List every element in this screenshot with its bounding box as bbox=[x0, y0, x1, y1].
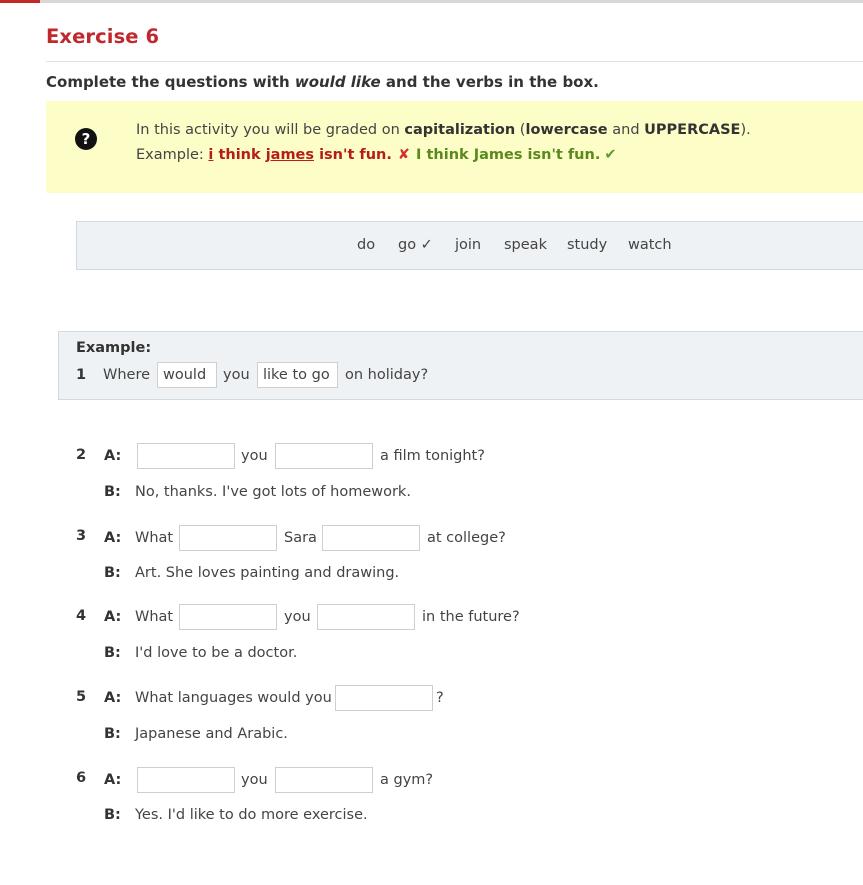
speaker-b-label: B: bbox=[104, 645, 121, 661]
notice-bold: capitalization bbox=[404, 122, 516, 138]
word-box-item: watch bbox=[628, 237, 672, 253]
speaker-a-label: A: bbox=[104, 609, 122, 625]
check-icon: ✔ bbox=[604, 147, 617, 163]
question-number: 4 bbox=[76, 608, 87, 624]
question-number: 2 bbox=[76, 447, 87, 463]
answer-input[interactable] bbox=[317, 604, 415, 630]
speaker-b-label: B: bbox=[104, 726, 121, 742]
question-text: on holiday? bbox=[345, 367, 429, 383]
question-number: 5 bbox=[76, 689, 87, 705]
speaker-a-label: A: bbox=[104, 772, 122, 788]
question-text: in the future? bbox=[422, 609, 520, 625]
word-box-item: study bbox=[567, 237, 608, 253]
title-divider bbox=[46, 61, 863, 62]
speaker-b-label: B: bbox=[104, 484, 121, 500]
answer-input[interactable] bbox=[335, 685, 433, 711]
instruction-prefix: Complete the questions with bbox=[46, 73, 295, 91]
speaker-b-label: B: bbox=[104, 565, 121, 581]
question-text: Where bbox=[103, 367, 151, 383]
question-text: at college? bbox=[427, 530, 506, 546]
question-text: you bbox=[241, 772, 268, 788]
speaker-a-label: A: bbox=[104, 448, 122, 464]
top-border bbox=[0, 0, 863, 3]
answer-text: Art. She loves painting and drawing. bbox=[135, 565, 400, 581]
notice-bold: lowercase bbox=[525, 122, 608, 138]
wrong-example-part: think bbox=[213, 147, 266, 163]
question-circle-icon[interactable]: ? bbox=[75, 128, 97, 150]
question-number: 6 bbox=[76, 770, 87, 786]
wrong-example-part: james bbox=[265, 147, 315, 163]
instruction-italic: would like bbox=[294, 73, 381, 91]
word-box bbox=[76, 221, 863, 270]
example-label: Example: bbox=[76, 340, 152, 356]
question-text: ? bbox=[436, 690, 444, 706]
exercise-title: Exercise 6 bbox=[46, 25, 160, 48]
answer-input[interactable] bbox=[322, 525, 420, 551]
question-text: you bbox=[241, 448, 268, 464]
word-box-item: go ✓ bbox=[398, 237, 433, 253]
answer-text: Yes. I'd like to do more exercise. bbox=[135, 807, 368, 823]
answer-text: I'd love to be a doctor. bbox=[135, 645, 298, 661]
speaker-b-label: B: bbox=[104, 807, 121, 823]
question-text: you bbox=[223, 367, 250, 383]
question-text: a gym? bbox=[380, 772, 434, 788]
example-answer-field: like to go bbox=[257, 362, 338, 388]
answer-input[interactable] bbox=[137, 767, 235, 793]
speaker-a-label: A: bbox=[104, 530, 122, 546]
top-accent-bar bbox=[0, 0, 40, 3]
question-text: you bbox=[284, 609, 311, 625]
question-text: a film tonight? bbox=[380, 448, 485, 464]
notice-line-2 bbox=[136, 147, 617, 163]
notice-example-label: Example: bbox=[136, 147, 209, 163]
answer-input[interactable] bbox=[179, 604, 277, 630]
instruction-text bbox=[46, 73, 599, 91]
answer-input[interactable] bbox=[137, 443, 235, 469]
word-box-item: speak bbox=[504, 237, 547, 253]
question-text: What languages would you bbox=[135, 690, 332, 706]
notice-bold: UPPERCASE bbox=[644, 122, 741, 138]
answer-input[interactable] bbox=[275, 443, 373, 469]
notice-text: In this activity you will be graded on bbox=[136, 122, 405, 138]
answer-text: Japanese and Arabic. bbox=[135, 726, 288, 742]
speaker-a-label: A: bbox=[104, 690, 122, 706]
question-text: Sara bbox=[284, 530, 317, 546]
question-number: 3 bbox=[76, 528, 87, 544]
notice-text: ). bbox=[740, 122, 751, 138]
grading-notice bbox=[46, 101, 863, 193]
wrong-example-part: i bbox=[208, 147, 214, 163]
cross-icon: ✘ bbox=[397, 147, 411, 163]
wrong-example bbox=[208, 147, 391, 163]
notice-line-1 bbox=[136, 122, 751, 138]
instruction-suffix: and the verbs in the box. bbox=[380, 73, 599, 91]
word-box-item: join bbox=[455, 237, 482, 253]
question-text: What bbox=[135, 609, 174, 625]
answer-input[interactable] bbox=[275, 767, 373, 793]
example-box bbox=[58, 331, 863, 400]
notice-text: and bbox=[607, 122, 645, 138]
right-example: I think James isn't fun. bbox=[416, 147, 601, 163]
example-answer-field: would bbox=[157, 362, 217, 388]
wrong-example-part: isn't fun. bbox=[314, 147, 392, 163]
question-number: 1 bbox=[76, 367, 87, 383]
notice-text: ( bbox=[515, 122, 526, 138]
question-text: What bbox=[135, 530, 174, 546]
answer-text: No, thanks. I've got lots of homework. bbox=[135, 484, 411, 500]
word-box-item: do bbox=[357, 237, 376, 253]
answer-input[interactable] bbox=[179, 525, 277, 551]
